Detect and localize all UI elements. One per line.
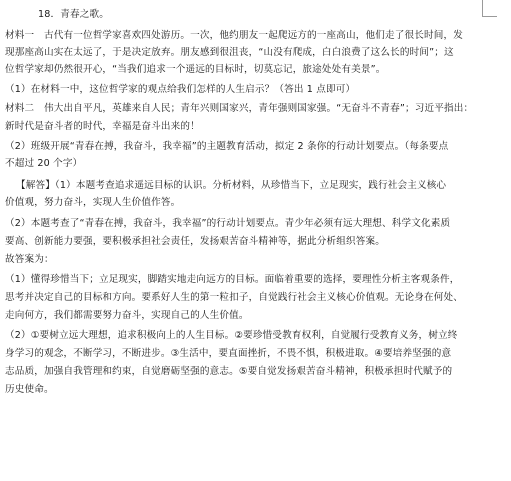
question-one: （1）在材料一中，这位哲学家的观点给我们怎样的人生启示？（答出 1 点即可）	[5, 84, 356, 95]
material-two-line: 新时代是奋斗者的时代，幸福是奋斗出来的！	[5, 121, 200, 132]
final-answer-line: 走向何方，我们都需要努力奋斗，实现自己的人生价值。	[5, 310, 249, 321]
answer-summary: 故答案为：	[5, 254, 54, 265]
material-two-line: 材料二 伟大出自平凡，英雄来自人民；青年兴则国家兴，青年强则国家强。“无奋斗不青春”；习近平指出：	[5, 103, 474, 114]
answer-line: 价值观，努力奋斗，实现人生价值作答。	[5, 197, 181, 208]
final-answer-line: （1）懂得珍惜当下；立足现实，脚踏实地走向远方的目标。面临着重要的选择，要理性分析主客观条件，	[5, 274, 460, 285]
page-corner-mark	[482, 0, 497, 17]
question-title: 18．青春之歌。	[38, 9, 109, 20]
answer-line: 要高、创新能力要强，要积极承担社会责任，发扬艰苦奋斗精神等，据此分析组织答案。	[5, 236, 386, 247]
final-answer-line: 志品质，加强自我管理和约束，自觉磨砺坚强的意志。⑤要自觉发扬艰苦奋斗精神，积极承担时代赋予的	[5, 366, 453, 377]
final-answer-line: 身学习的观念，不断学习，不断进步。③生活中，要直面挫折，不畏不惧，积极进取。④要培养坚强的意	[5, 348, 452, 359]
answer-heading: 【解答】（1）本题考查追求遥远目标的认识。分析材料，从珍惜当下，立足现实，践行社会主义核心	[16, 180, 447, 191]
answer-line: （2）本题考查了“青春在搏，我奋斗，我幸福”的行动计划要点。青少年必须有远大理想、科学文化素质	[5, 218, 451, 229]
final-answer-line: 历史使命。	[5, 384, 54, 395]
material-one-line: 材料一 古代有一位哲学家喜欢四处游历。一次，他约朋友一起爬远方的一座高山，他们走了很长时间，发	[5, 30, 463, 41]
final-answer-line: （2）①要树立远大理想，追求积极向上的人生目标。②要珍惜受教育权利，自觉履行受教育义务，树立终	[5, 330, 458, 341]
material-one-line: 位哲学家却仍然很开心，“当我们追求一个遥远的目标时，切莫忘记，旅途处处有美景”。	[5, 64, 386, 75]
question-two: 不超过 20 个字）	[5, 158, 83, 169]
question-two: （2）班级开展“青春在搏，我奋斗，我幸福”的主题教育活动，拟定 2 条你的行动计划要点。（每条要点	[5, 141, 449, 152]
final-answer-line: 思考并决定自己的目标和方向。要系好人生的第一粒扣子，自觉践行社会主义核心价值观。无论身在何处、	[5, 292, 463, 303]
material-one-line: 现那座高山实在太远了，于是决定放弃。朋友感到很沮丧，“山没有爬成，白白浪费了这么长的时间”；这	[5, 47, 454, 58]
